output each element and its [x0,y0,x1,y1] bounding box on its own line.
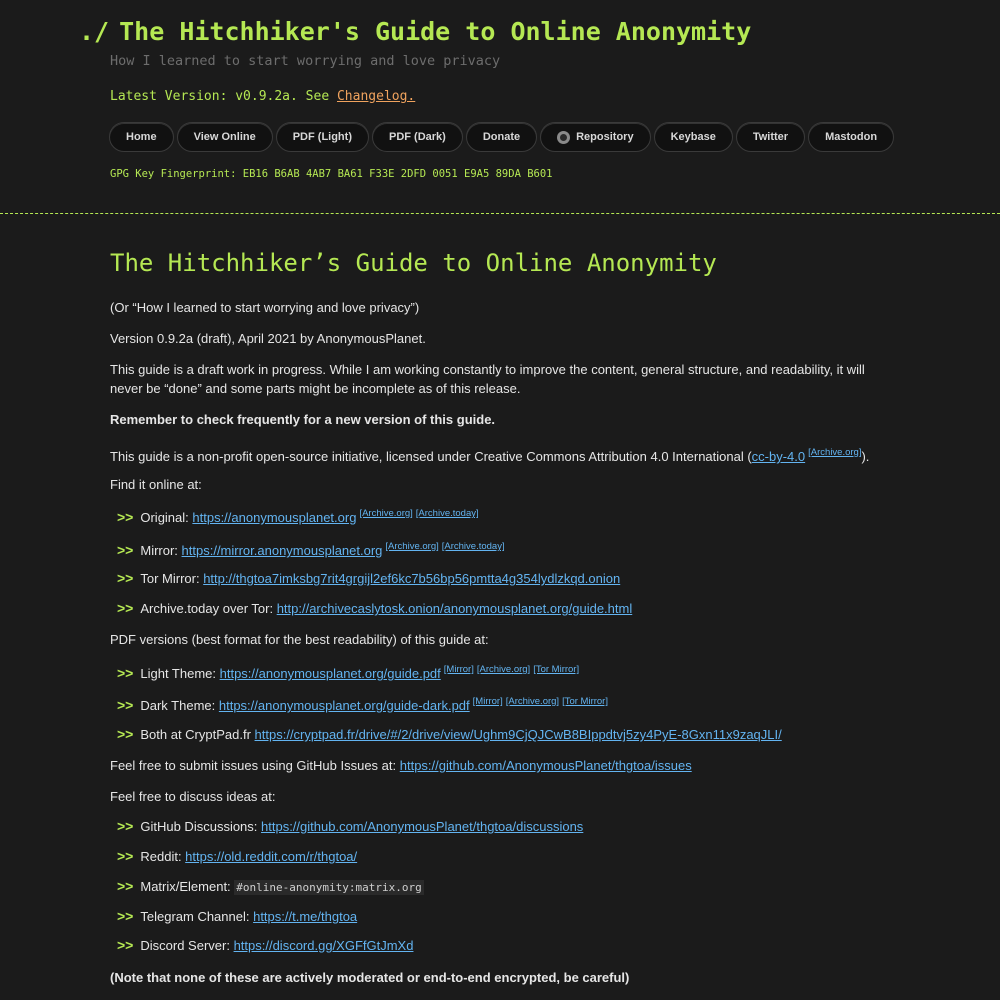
list-item-label: Reddit: [140,849,186,864]
original-archive-today-link[interactable]: [Archive.today] [415,508,479,519]
site-title[interactable] [79,17,751,46]
issues-text [110,756,900,775]
version-text: Version 0.9.2a (draft), April 2021 by AnonymousPlanet. [110,331,426,346]
site-title-text[interactable]: The Hitchhiker's Guide to Online Anonymity [119,17,752,46]
changelog-link[interactable]: Changelog. [336,89,416,104]
list-item-label: Archive.today over Tor: [140,601,277,616]
license-link[interactable]: cc-by-4.0 [751,449,806,464]
list-item-original [117,508,479,525]
nav-view-online-button[interactable]: View Online [177,122,273,152]
light-mirror-link[interactable]: [Mirror] [443,664,474,675]
dark-mirror-link[interactable]: [Mirror] [472,696,503,707]
subtitle: (Or “How I learned to start worrying and love privacy”) [110,300,420,315]
list-item-cryptpad [117,726,782,742]
prompt-glyph: ./ [79,17,110,46]
list-item-tor-mirror [117,570,620,586]
arrow-icon: >> [117,848,134,864]
tagline: How I learned to start worrying and love privacy [110,53,501,69]
list-item-label: Original: [140,510,193,525]
list-item-label: Telegram Channel: [140,909,254,924]
original-link[interactable]: https://anonymousplanet.org [192,510,357,525]
list-item-reddit [117,848,357,864]
arrow-icon: >> [117,570,134,586]
dark-pdf-link[interactable]: https://anonymousplanet.org/guide-dark.pdf [218,698,470,713]
nav-pdf-dark-button[interactable]: PDF (Dark) [372,122,463,152]
dark-archive-org-link[interactable]: [Archive.org] [505,696,560,707]
list-item-label: Dark Theme: [140,698,219,713]
list-item-light-theme [117,664,579,681]
cryptpad-link[interactable]: https://cryptpad.fr/drive/#/2/drive/view/Ughm9CjQJCwB8BIppdtvj5zy4PyE-8Gxn11x9zaqJLI/ [254,727,782,742]
list-item-label: GitHub Discussions: [140,819,262,834]
list-item-matrix [117,878,424,894]
license-archive-link[interactable]: [Archive.org] [808,447,862,458]
nav-repository-button[interactable] [540,122,650,152]
tor-mirror-link[interactable]: http://thgtoa7imksbg7rit4grgijl2ef6kc7b56bp56pmtta4g354lydlzkqd.onion [203,571,621,586]
nav-keybase-button[interactable]: Keybase [654,122,733,152]
list-item-github-discussions [117,818,583,834]
mirror-link[interactable]: https://mirror.anonymousplanet.org [181,543,383,558]
list-item-telegram [117,908,357,924]
arrow-icon: >> [117,726,134,742]
nav-bar [109,122,894,152]
arrow-icon: >> [117,878,134,894]
arrow-icon: >> [117,509,134,525]
list-item-dark-theme [117,696,608,713]
telegram-link[interactable]: https://t.me/thgtoa [253,909,358,924]
list-item-mirror [117,541,505,558]
license-prefix: This guide is a non-profit open-source initiative, licensed under Creative Commons Attribution 4.0 International ( [110,449,752,464]
list-item-discord [117,937,413,953]
list-item-label: Tor Mirror: [140,571,204,586]
page-title: The Hitchhiker’s Guide to Online Anonymity [110,249,717,277]
arrow-icon: >> [117,818,134,834]
arrow-icon: >> [117,542,134,558]
light-pdf-link[interactable]: https://anonymousplanet.org/guide.pdf [219,666,441,681]
gpg-fingerprint: GPG Key Fingerprint: EB16 B6AB 4AB7 BA61 F33E 2DFD 0051 E9A5 89DA B601 [110,168,553,180]
nav-donate-button[interactable]: Donate [466,122,537,152]
list-item-label: Matrix/Element: [140,879,235,894]
list-item-archive-tor [117,600,632,616]
mirror-archive-today-link[interactable]: [Archive.today] [441,541,505,552]
remember-text: Remember to check frequently for a new version of this guide. [110,412,496,427]
arrow-icon: >> [117,665,134,681]
remember-note [110,410,900,429]
find-online-intro: Find it online at: [110,477,202,492]
dark-tor-mirror-link[interactable]: [Tor Mirror] [562,696,608,707]
list-item-label: Both at CryptPad.fr [140,727,255,742]
list-item-label: Discord Server: [140,938,234,953]
version-prefix: Latest Version: v0.9.2a. See [110,89,337,104]
latest-version [110,89,415,104]
list-item-label: Light Theme: [140,666,220,681]
mirror-archive-org-link[interactable]: [Archive.org] [385,541,439,552]
matrix-room-code: #online-anonymity:matrix.org [236,881,422,894]
arrow-icon: >> [117,697,134,713]
license-suffix: ). [861,449,870,464]
nav-repository-label: Repository [576,131,634,143]
arrow-icon: >> [117,937,134,953]
github-discussions-link[interactable]: https://github.com/AnonymousPlanet/thgtoa/discussions [261,819,584,834]
license-text [110,443,900,466]
github-icon [557,131,570,144]
archive-tor-link[interactable]: http://archivecaslytosk.onion/anonymousplanet.org/guide.html [276,601,633,616]
site-header [0,0,1000,214]
discord-link[interactable]: https://discord.gg/XGFfGtJmXd [233,938,414,953]
moderation-warning-text: (Note that none of these are actively moderated or end-to-end encrypted, be careful) [110,970,630,985]
issues-link[interactable]: https://github.com/AnonymousPlanet/thgtoa/issues [399,758,692,773]
nav-home-button[interactable]: Home [109,122,174,152]
arrow-icon: >> [117,908,134,924]
nav-twitter-button[interactable]: Twitter [736,122,805,152]
nav-pdf-light-button[interactable]: PDF (Light) [276,122,369,152]
pdf-intro: PDF versions (best format for the best readability) of this guide at: [110,632,489,647]
original-archive-org-link[interactable]: [Archive.org] [359,508,413,519]
nav-mastodon-button[interactable]: Mastodon [808,122,894,152]
light-tor-mirror-link[interactable]: [Tor Mirror] [533,664,580,675]
discuss-intro: Feel free to discuss ideas at: [110,789,276,804]
draft-note: This guide is a draft work in progress. While I am working constantly to improve the content, general structure, and readability, it will never be “done” and some parts might be incomplete as of this release. [110,362,865,396]
light-archive-org-link[interactable]: [Archive.org] [476,664,531,675]
moderation-warning [110,968,900,987]
reddit-link[interactable]: https://old.reddit.com/r/thgtoa/ [185,849,358,864]
list-item-label: Mirror: [140,543,182,558]
arrow-icon: >> [117,600,134,616]
issues-prefix: Feel free to submit issues using GitHub Issues at: [110,758,400,773]
